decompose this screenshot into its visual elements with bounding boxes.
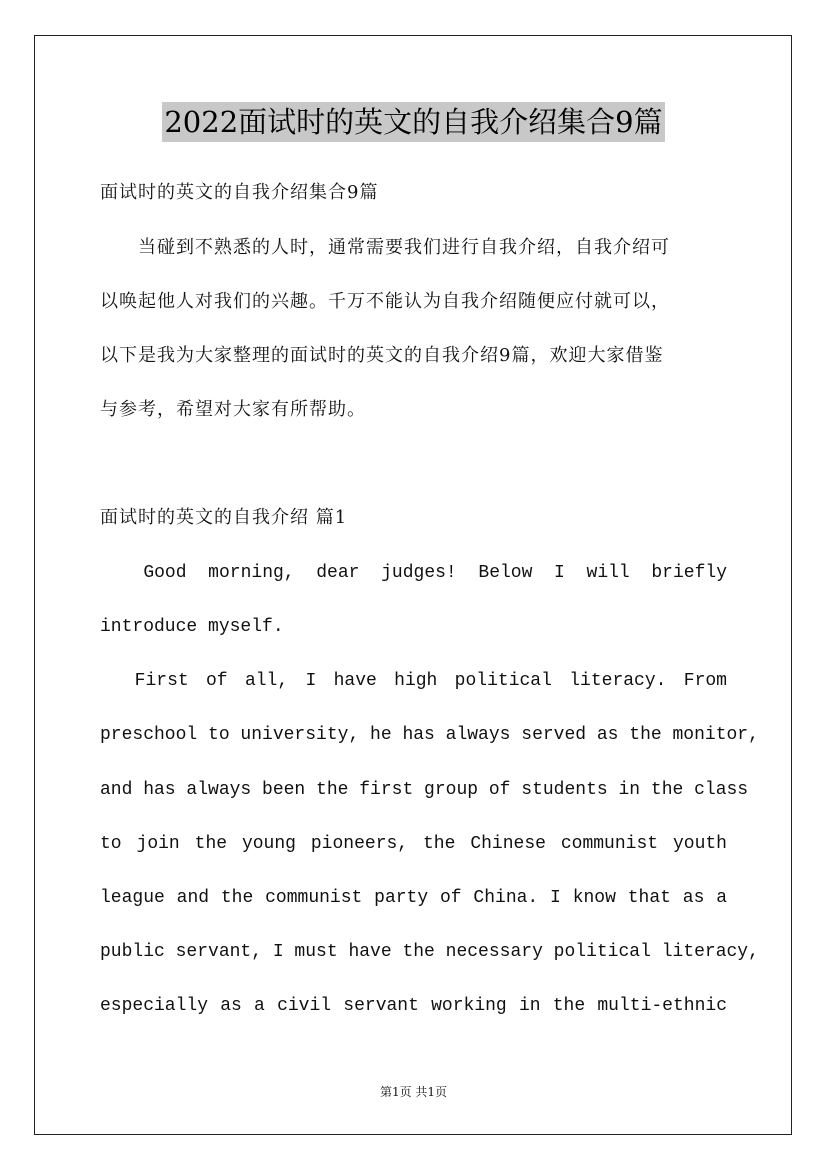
body-line-9: especially as a civil servant working in the multi-ethnic — [100, 996, 727, 1016]
body-line-5: and has always been the first group of students in the class — [100, 780, 749, 800]
document-title: 2022面试时的英文的自我介绍集合9篇 — [162, 102, 664, 142]
section-heading: 面试时的英文的自我介绍 篇1 — [100, 507, 348, 528]
body-line-7: league and the communist party of China. I know that as a — [100, 888, 727, 908]
document-subtitle: 面试时的英文的自我介绍集合9篇 — [100, 182, 379, 203]
body-line-3: First of all, I have high political literacy. From — [100, 671, 727, 691]
page-footer: 第1页 共1页 — [379, 1085, 448, 1099]
body-line-2: introduce myself. — [100, 617, 284, 637]
intro-line-1: 当碰到不熟悉的人时，通常需要我们进行自我介绍，自我介绍可 — [100, 237, 670, 258]
title-wrap — [0, 102, 827, 142]
intro-line-3: 以下是我为大家整理的面试时的英文的自我介绍9篇，欢迎大家借鉴 — [100, 345, 664, 366]
body-line-6: to join the young pioneers, the Chinese communist youth — [100, 834, 727, 854]
intro-line-4: 与参考，希望对大家有所帮助。 — [100, 399, 366, 420]
body-line-4: preschool to university, he has always served as the monitor, — [100, 725, 759, 745]
body-line-8: public servant, I must have the necessary political literacy, — [100, 942, 759, 962]
body-line-1: Good morning, dear judges! Below I will briefly — [100, 563, 727, 583]
intro-line-2: 以唤起他人对我们的兴趣。千万不能认为自我介绍随便应付就可以， — [100, 291, 670, 312]
